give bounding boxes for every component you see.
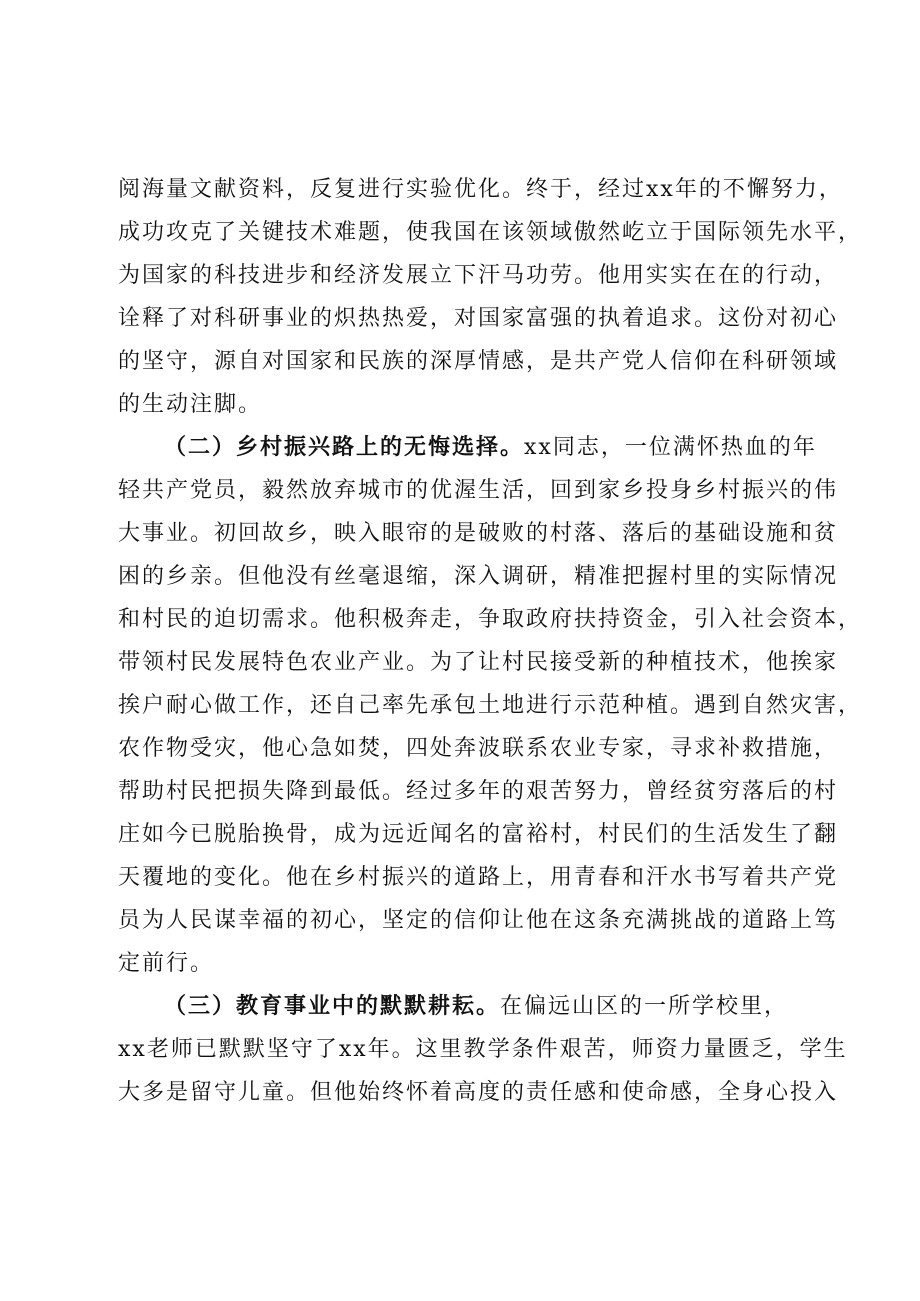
- section-first-line-text: 在偏远山区的一所学校里，: [500, 994, 789, 1019]
- paragraph-line: xx老师已默默坚守了xx年。这里教学条件艰苦，师资力量匮乏，学生: [118, 1037, 848, 1062]
- paragraph-line: 为国家的科技进步和经济发展立下汗马功劳。他用实实在在的行动，: [118, 263, 839, 288]
- section-heading: （三）教育事业中的默默耕耘。: [164, 993, 501, 1019]
- paragraph-line: 轻共产党员，毅然放弃城市的优渥生活，回到家乡投身乡村振兴的伟: [118, 478, 839, 503]
- paragraph-line: 困的乡亲。但他没有丝毫退缩，深入调研，精准把握村里的实际情况: [118, 564, 839, 589]
- paragraph-line: 天覆地的变化。他在乡村振兴的道路上，用青春和汗水书写着共产党: [118, 865, 839, 890]
- paragraph-line: 大事业。初回故乡，映入眼帘的是破败的村落、落后的基础设施和贫: [118, 521, 839, 546]
- paragraph-line: 定前行。: [118, 951, 215, 976]
- paragraph-line: 庄如今已脱胎换骨，成为远近闻名的富裕村，村民们的生活发生了翻: [118, 822, 839, 847]
- paragraph-line: 的坚守，源自对国家和民族的深厚情感，是共产党人信仰在科研领域: [118, 349, 839, 374]
- paragraph-line: 和村民的迫切需求。他积极奔走，争取政府扶持资金，引入社会资本，: [118, 607, 863, 632]
- paragraph-line: 挨户耐心做工作，还自己率先承包土地进行示范种植。遇到自然灾害，: [118, 693, 863, 718]
- section-first-line: [118, 426, 828, 469]
- paragraph-line: 诠释了对科研事业的炽热热爱，对国家富强的执着追求。这份对初心: [118, 306, 839, 331]
- paragraph-line: 员为人民谋幸福的初心，坚定的信仰让他在这条充满挑战的道路上笃: [118, 908, 839, 933]
- document-body: [118, 168, 863, 1114]
- paragraph-line: 阅海量文献资料，反复进行实验优化。终于，经过xx年的不懈努力，: [118, 177, 843, 202]
- paragraph-line: 农作物受灾，他心急如焚，四处奔波联系农业专家，寻求补救措施，: [118, 736, 839, 761]
- paragraph-line: 大多是留守儿童。但他始终怀着高度的责任感和使命感，全身心投入: [118, 1080, 839, 1105]
- paragraph-line: 帮助村民把损失降到最低。经过多年的艰苦努力，曾经贫穷落后的村: [118, 779, 839, 804]
- paragraph-line: 的生动注脚。: [118, 392, 263, 417]
- paragraph-line: 带领村民发展特色农业产业。为了让村民接受新的种植技术，他挨家: [118, 650, 839, 675]
- paragraph-line: 成功攻克了关键技术难题，使我国在该领域傲然屹立于国际领先水平，: [118, 220, 863, 245]
- section-first-line-text: xx同志，一位满怀热血的年: [524, 435, 817, 460]
- section-first-line: [118, 985, 828, 1028]
- section-heading: （二）乡村振兴路上的无悔选择。: [164, 434, 525, 460]
